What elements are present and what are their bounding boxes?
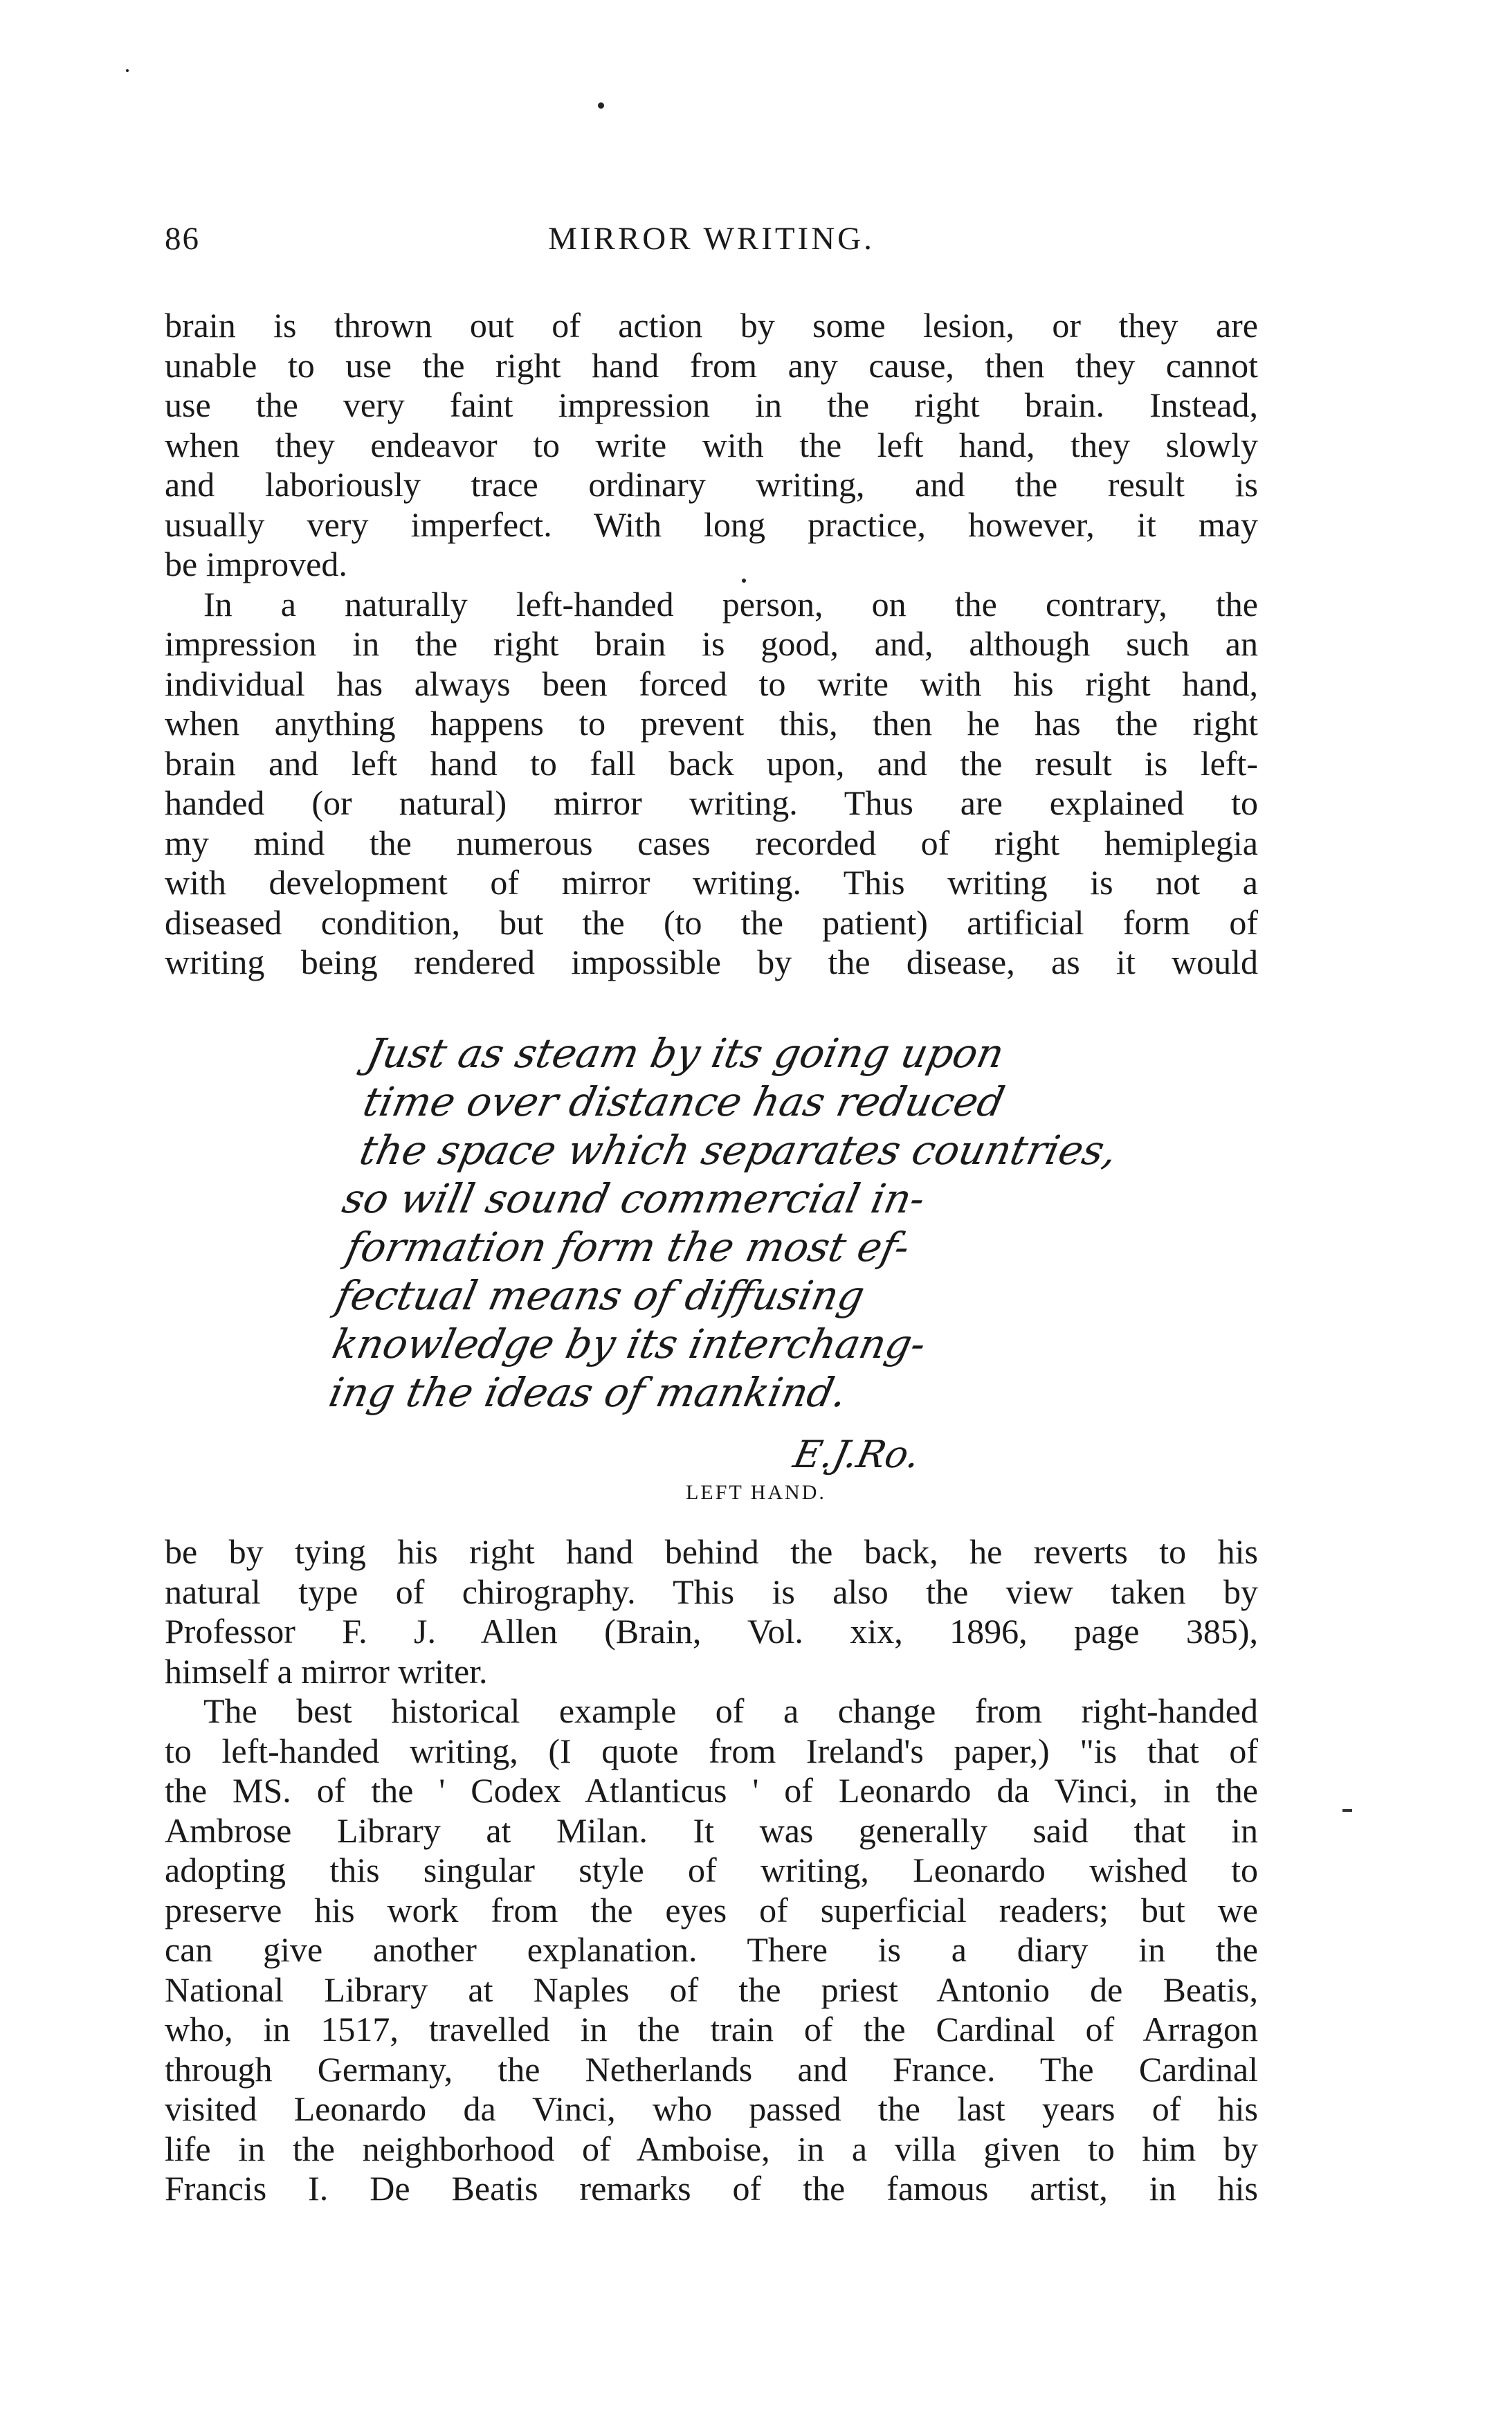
text-line: usually very imperfect. With long practice, however, it may (165, 505, 1258, 544)
text-line: through Germany, the Netherlands and France. The Cardinal (165, 2049, 1258, 2089)
text-line: visited Leonardo da Vinci, who passed the last years of his (165, 2089, 1258, 2128)
text-line: and laboriously trace ordinary writing, and the result is (165, 465, 1258, 504)
text-line: be improved. (165, 545, 347, 583)
handwriting-line: time over distance has reduced (358, 1078, 1009, 1125)
text-line: handed (or natural) mirror writing. Thus are explained to (165, 783, 1258, 822)
handwriting-line: Just as steam by its going upon (362, 1030, 1008, 1077)
text-line: with development of mirror writing. This writing is not a (165, 863, 1258, 902)
text-line: Ambrose Library at Milan. It was generally said that in (165, 1810, 1258, 1850)
text-line: Francis I. De Beatis remarks of the famous artist, in his (165, 2169, 1258, 2208)
text-line: National Library at Naples of the priest Antonio de Beatis, (165, 1970, 1258, 2009)
running-title: MIRROR WRITING. (548, 221, 875, 257)
text-line: diseased condition, but the (to the patient) artificial form of (165, 902, 1258, 942)
paragraph-4 (165, 1691, 1258, 2209)
text-line: the MS. of the ' Codex Atlanticus ' of Leonardo da Vinci, in the (165, 1771, 1258, 1810)
text-line: can give another explanation. There is a diary in the (165, 1930, 1258, 1969)
handwriting-line: so will sound commercial in- (338, 1175, 929, 1222)
text-line: my mind the numerous cases recorded of right hemiplegia (165, 823, 1258, 862)
text-line: The best historical example of a change from right-handed (203, 1691, 1258, 1730)
text-line: adopting this singular style of writing, Leonardo wished to (165, 1851, 1258, 1889)
text-line: be by tying his right hand behind the back, he reverts to his (165, 1532, 1258, 1571)
text-block-lower (165, 1532, 1258, 2209)
paragraph-2 (165, 585, 1258, 983)
text-line: life in the neighborhood of Amboise, in a villa given to him by (165, 2129, 1258, 2168)
paragraph-3 (165, 1532, 1258, 1691)
text-line: preserve his work from the eyes of superficial readers; but we (165, 1890, 1258, 1929)
handwriting-specimen (291, 1024, 1149, 1495)
handwriting-line: formation form the most ef- (342, 1224, 914, 1271)
text-line: who, in 1517, travelled in the train of the Cardinal of Arragon (165, 2010, 1258, 2049)
text-line: brain and left hand to fall back upon, and the result is left- (165, 743, 1258, 783)
handwriting-svg (291, 1024, 1149, 1495)
text-block-upper (165, 306, 1258, 983)
text-line: Professor F. J. Allen (Brain, Vol. xix, 1896, page 385), (165, 1612, 1258, 1651)
text-line: use the very faint impression in the right brain. Instead, (165, 385, 1258, 424)
text-line: In a naturally left-handed person, on the contrary, the (203, 584, 1258, 624)
text-line: writing being rendered impossible by the disease, as it would (165, 943, 1258, 981)
handwriting-line: knowledge by its interchang- (328, 1320, 930, 1368)
scan-speck (126, 69, 129, 72)
text-line: when anything happens to prevent this, then he has the right (165, 704, 1258, 743)
text-line: brain is thrown out of action by some lesion, or they are (165, 306, 1258, 345)
scan-speck (598, 102, 604, 109)
handwriting-line: ing the ideas of mankind. (325, 1369, 851, 1416)
handwriting-line: fectual means of diffusing (331, 1272, 869, 1319)
text-line: individual has always been forced to write with his right hand, (165, 664, 1258, 703)
scan-mark (1342, 1809, 1352, 1812)
handwriting-line: the space which separates countries, (356, 1127, 1122, 1174)
text-line: impression in the right brain is good, and, although such an (165, 624, 1258, 663)
text-line: to left-handed writing, (I quote from Ireland's paper,) "is that of (165, 1731, 1258, 1770)
figure-caption: LEFT HAND. (686, 1481, 826, 1504)
text-line: himself a mirror writer. (165, 1651, 488, 1691)
paragraph-1 (165, 306, 1258, 585)
signature: E.J.Ro. (790, 1432, 924, 1476)
page-number: 86 (165, 221, 200, 257)
text-line: unable to use the right hand from any cause, then they cannot (165, 345, 1258, 385)
text-line: natural type of chirography. This is also the view taken by (165, 1572, 1258, 1611)
page-header (165, 220, 1258, 262)
text-line: when they endeavor to write with the left hand, they slowly (165, 425, 1258, 464)
